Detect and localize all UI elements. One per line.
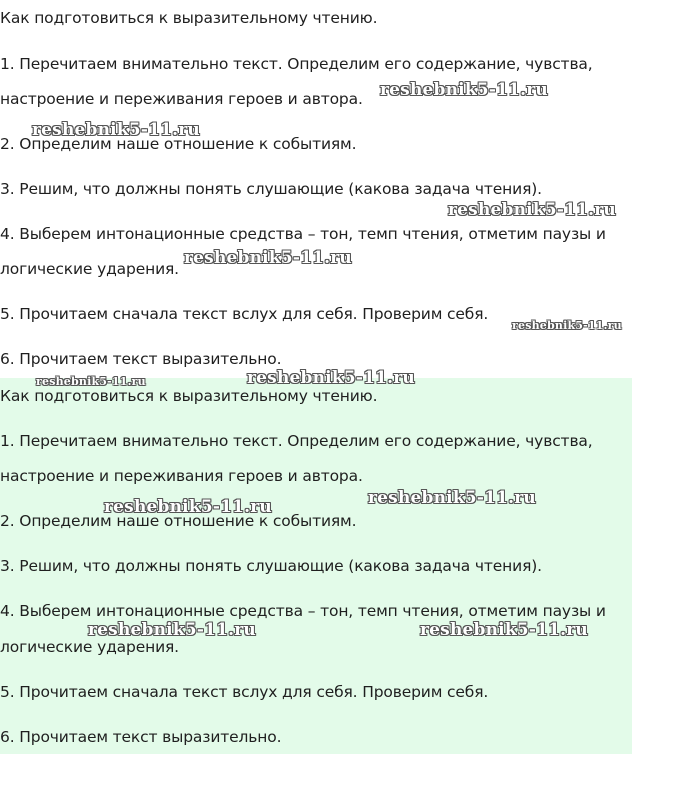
watermark: reshebnik5-11.ru xyxy=(420,620,588,640)
list-item-5: 5. Прочитаем сначала текст вслух для себя. Проверим себя. xyxy=(0,683,489,701)
watermark: reshebnik5-11.ru xyxy=(512,319,622,332)
watermark: reshebnik5-11.ru xyxy=(448,200,616,220)
watermark: reshebnik5-11.ru xyxy=(368,488,536,508)
list-item-4-line-1: 4. Выберем интонационные средства – тон, темп чтения, отметим паузы и xyxy=(0,602,606,620)
watermark: reshebnik5-11.ru xyxy=(32,120,200,140)
watermark: reshebnik5-11.ru xyxy=(88,620,256,640)
list-item-6: 6. Прочитаем текст выразительно. xyxy=(0,728,282,746)
list-item-3: 3. Решим, что должны понять слушающие (какова задача чтения). xyxy=(0,557,542,575)
section-heading: Как подготовиться к выразительному чтению. xyxy=(0,9,378,27)
list-item-6: 6. Прочитаем текст выразительно. xyxy=(0,350,282,368)
list-item-1-line-1: 1. Перечитаем внимательно текст. Определим его содержание, чувства, xyxy=(0,432,593,450)
list-item-2: 2. Определим наше отношение к событиям. xyxy=(0,512,357,530)
list-item-1-line-2: настроение и переживания героев и автора. xyxy=(0,467,363,485)
list-item-3: 3. Решим, что должны понять слушающие (какова задача чтения). xyxy=(0,180,542,198)
watermark: reshebnik5-11.ru xyxy=(36,375,146,388)
watermark: reshebnik5-11.ru xyxy=(104,497,272,517)
list-item-4-line-2: логические ударения. xyxy=(0,638,179,656)
list-item-1-line-2: настроение и переживания героев и автора. xyxy=(0,90,363,108)
watermark: reshebnik5-11.ru xyxy=(184,248,352,268)
list-item-2: 2. Определим наше отношение к событиям. xyxy=(0,135,357,153)
list-item-4-line-1: 4. Выберем интонационные средства – тон, темп чтения, отметим паузы и xyxy=(0,225,606,243)
list-item-4-line-2: логические ударения. xyxy=(0,260,179,278)
section-heading: Как подготовиться к выразительному чтению. xyxy=(0,387,378,405)
instructions-section-highlighted xyxy=(0,378,632,754)
list-item-1-line-1: 1. Перечитаем внимательно текст. Определим его содержание, чувства, xyxy=(0,55,593,73)
watermark: reshebnik5-11.ru xyxy=(380,80,548,100)
list-item-5: 5. Прочитаем сначала текст вслух для себя. Проверим себя. xyxy=(0,305,489,323)
watermark: reshebnik5-11.ru xyxy=(247,368,415,388)
